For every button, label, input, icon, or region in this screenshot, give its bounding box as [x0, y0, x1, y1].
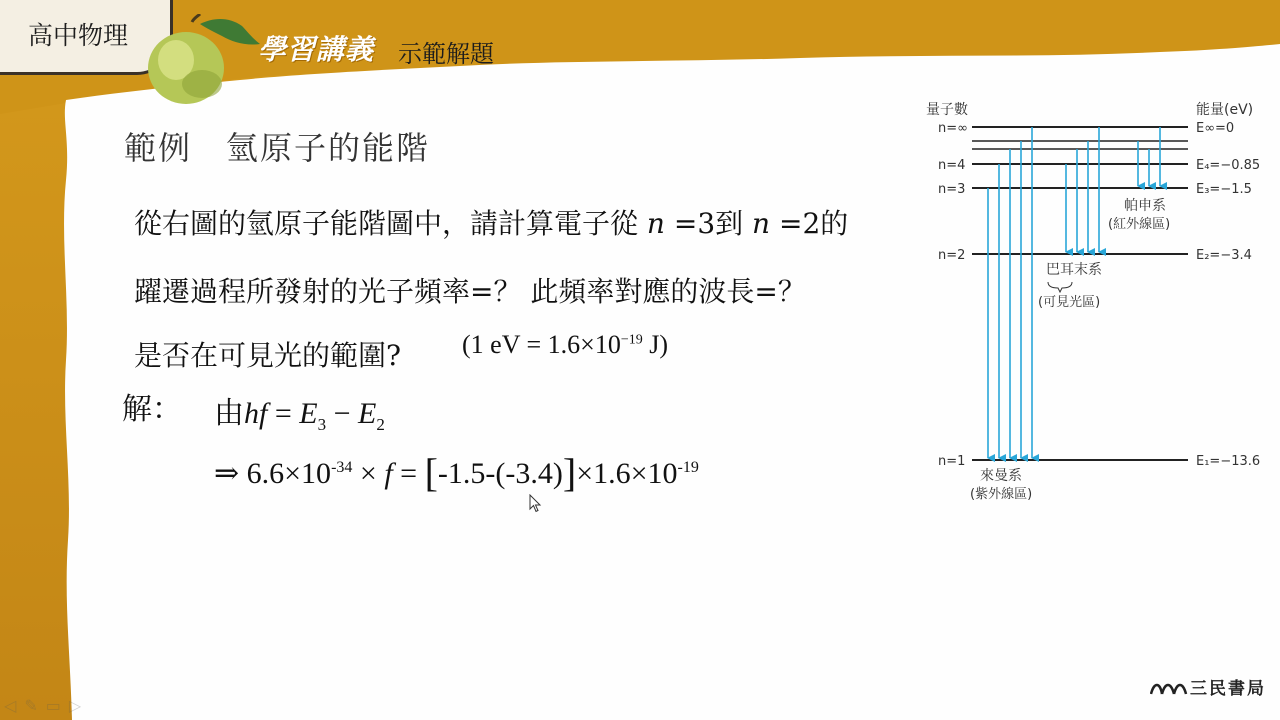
menu-icon[interactable]: ▭: [45, 696, 61, 715]
prev-slide-icon[interactable]: ◁: [4, 696, 17, 715]
question-text-1c: =2的: [770, 207, 849, 240]
example-title: 範例 氫原子的能階: [124, 129, 431, 167]
next-slide-icon[interactable]: ▷: [68, 696, 82, 715]
eq2-exp1: -34: [331, 459, 353, 476]
unit-conversion: [462, 330, 668, 360]
energy-header: 能量(eV): [1196, 102, 1254, 118]
eq1-prefix: 由: [214, 397, 244, 430]
unit-conversion-a: (1 eV = 1.6×10: [462, 330, 621, 359]
question-text-1a: 從右圖的氫原子能階圖中，請計算電子從: [134, 207, 647, 240]
n-symbol-1: n: [646, 207, 665, 240]
subject-label: 高中物理: [28, 21, 129, 50]
eq2-a: ⇒ 6.6×10: [214, 457, 332, 490]
balmer-region: (可見光區): [1038, 295, 1101, 310]
eq1-E2: E: [358, 397, 377, 430]
publisher-name: 三民書局: [1190, 679, 1266, 699]
energy-inf: E∞=0: [1196, 121, 1235, 136]
paschen-region: (紅外線區): [1108, 217, 1171, 232]
level-n-inf: n=∞: [938, 121, 968, 136]
level-n-4: n=4: [938, 158, 966, 173]
solution-label: 解：: [122, 392, 182, 427]
slide-nav-controls[interactable]: [4, 696, 81, 715]
banner-subtitle: 示範解題: [398, 40, 494, 68]
quantum-number-header: 量子數: [926, 102, 968, 118]
question-line-2: 躍遷過程所發射的光子頻率=？ 此頻率對應的波長=？: [134, 275, 806, 308]
energy-3: E₃=−1.5: [1196, 182, 1252, 197]
mouse-cursor-icon: [529, 494, 543, 514]
balmer-brace-icon: [1048, 282, 1072, 292]
eq2-inner: -1.5-(-3.4): [437, 457, 563, 490]
eq1-minus: −: [326, 397, 359, 430]
publisher-logo-icon: [1150, 676, 1188, 696]
question-line-3: 是否在可見光的範圍?: [134, 339, 402, 372]
question-text-1b: =3到: [664, 207, 753, 240]
eq1-sub3: 3: [317, 415, 327, 434]
eq1-hf: hf: [244, 397, 268, 430]
eq1-equals: =: [267, 397, 300, 430]
pen-icon[interactable]: ✎: [24, 696, 38, 715]
energy-level-diagram: [920, 96, 1270, 516]
energy-2: E₂=−3.4: [1196, 248, 1252, 263]
n-symbol-2: n: [752, 207, 771, 240]
solution-equation-1: [214, 388, 385, 435]
eq1-sub2: 2: [376, 415, 385, 434]
apple-icon: [142, 14, 262, 109]
eq2-d: ×1.6×10: [576, 457, 678, 490]
lyman-label: 來曼系: [980, 468, 1022, 484]
lyman-region: (紫外線區): [970, 487, 1033, 502]
eq2-exp2: -19: [677, 459, 699, 476]
eq2-right-bracket: ]: [562, 450, 577, 495]
balmer-arrows: [1066, 127, 1099, 252]
solution-equation-2: [214, 446, 699, 493]
unit-conversion-b: J): [642, 330, 669, 359]
lyman-arrows: [988, 127, 1032, 458]
eq2-b: ×: [352, 457, 385, 490]
paschen-label: 帕申系: [1124, 198, 1166, 214]
level-n-3: n=3: [938, 182, 966, 197]
eq2-left-bracket: [: [424, 450, 438, 495]
paschen-arrows: [1138, 127, 1160, 186]
question-line-1: [134, 202, 848, 242]
unit-conversion-exponent: −19: [620, 332, 643, 348]
eq1-E3: E: [299, 397, 318, 430]
banner-title: 學習講義: [258, 33, 375, 66]
energy-1: E₁=−13.6: [1196, 454, 1261, 469]
eq2-f: f: [384, 457, 393, 490]
level-n-2: n=2: [938, 248, 966, 263]
level-n-1: n=1: [938, 454, 966, 469]
eq2-c: =: [392, 457, 425, 490]
energy-4: E₄=−0.85: [1196, 158, 1261, 173]
balmer-label: 巴耳末系: [1046, 262, 1102, 278]
